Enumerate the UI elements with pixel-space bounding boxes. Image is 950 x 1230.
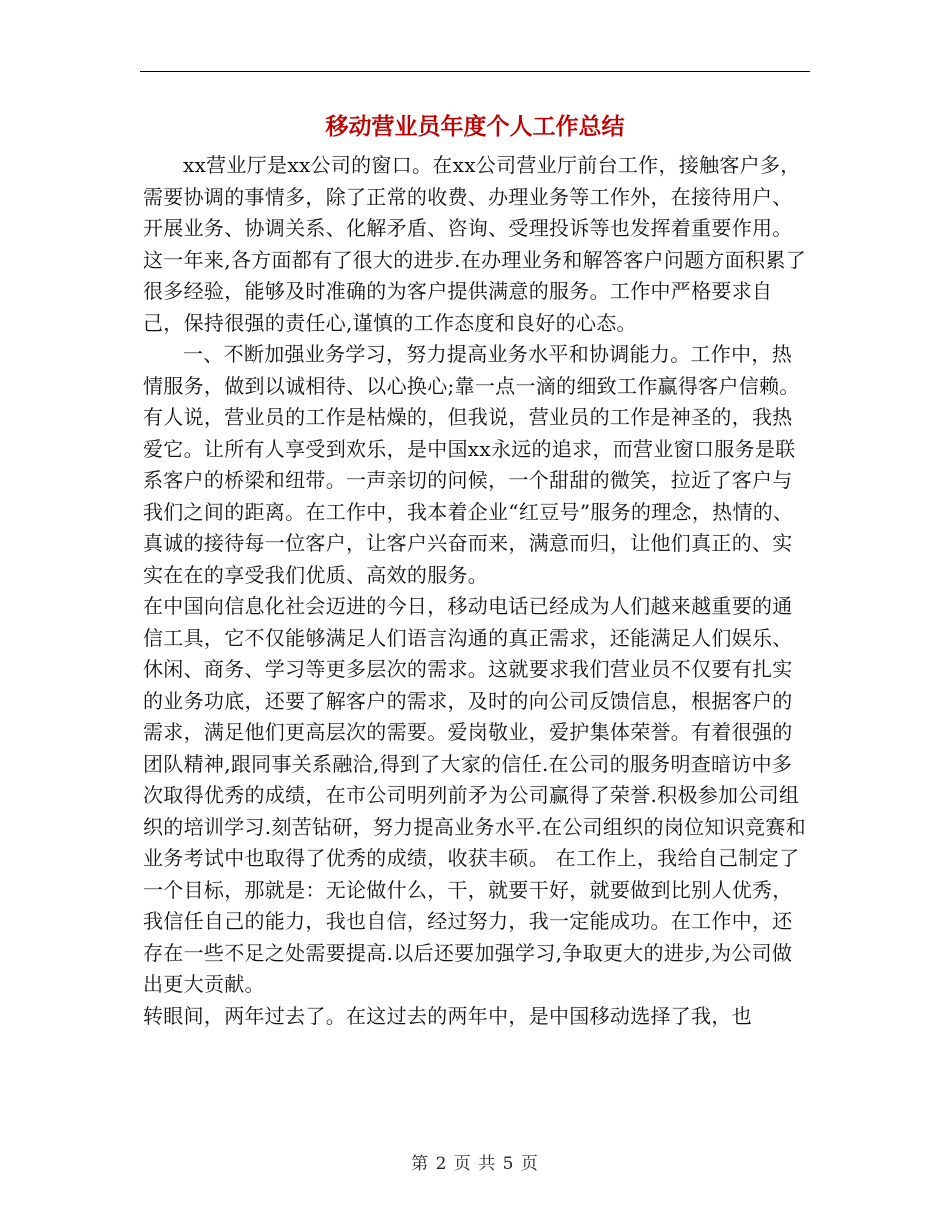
header-rule [140,71,810,72]
document-body [143,150,811,1032]
paragraph-intro: xx营业厅是xx公司的窗口。在xx公司营业厅前台工作，接触客户多，需要协调的事情多，除了正常的收费、办理业务等工作外，在接待用户、开展业务、协调关系、化解矛盾、咨询、受理投诉等也发挥着重要作用。 这一年来,各方面都有了很大的进步.在办理业务和解答客户问题方面积累了很多经验，能够及时准确的为客户提供满意的服务。工作中严格要求自己，保持很强的责任心,谨慎的工作态度和良好的心态。 [143,153,806,335]
document-title: 移动营业员年度个人工作总结 [325,114,625,140]
page-number: 第 2 页 共 5 页 [411,1154,539,1174]
paragraph-mobile-communication: 在中国向信息化社会迈进的今日，移动电话已经成为人们越来越重要的通信工具，它不仅能够满足人们语言沟通的真正需求，还能满足人们娱乐、休闲、商务、学习等更多层次的需求。这就要求我们营业员不仅要有扎实的业务功底，还要了解客户的需求，及时的向公司反馈信息，根据客户的需求，满足他们更高层次的需要。爱岗敬业，爱护集体荣誉。有着很强的团队精神,跟同事关系融洽,得到了大家的信任.在公司的服务明查暗访中多次取得优秀的成绩，在市公司明列前矛为公司赢得了荣誉.积极参加公司组织的培训学习.刻苦钻研，努力提高业务水平.在公司组织的岗位知识竞赛和业务考试中也取得了优秀的成绩，收获丰硕。 在工作上，我给自己制定了一个目标，那就是：无论做什么，干，就要干好，就要做到比别人优秀，我信任自己的能力，我也自信，经过努力，我一定能成功。在工作中，还存在一些不足之处需要提高.以后还要加强学习,争取更大的进步,为公司做出更大贡献。 [143,594,806,996]
paragraph-two-years: 转眼间，两年过去了。在这过去的两年中，是中国移动选择了我，也 [143,1003,752,1028]
paragraph-section-one: 一、不断加强业务学习，努力提高业务水平和协调能力。工作中，热情服务，做到以诚相待、以心换心;靠一点一滴的细致工作赢得客户信赖。 有人说，营业员的工作是枯燥的，但我说，营业员的工作是神圣的，我热爱它。让所有人享受到欢乐，是中国xx永远的追求，而营业窗口服务是联系客户的桥梁和纽带。一声亲切的问候，一个甜甜的微笑，拉近了客户与我们之间的距离。在工作中，我本着企业“红豆号”服务的理念，热情的、真诚的接待每一位客户，让客户兴奋而来，满意而归，让他们真正的、实实在在的享受我们优质、高效的服务。 [143,342,800,587]
